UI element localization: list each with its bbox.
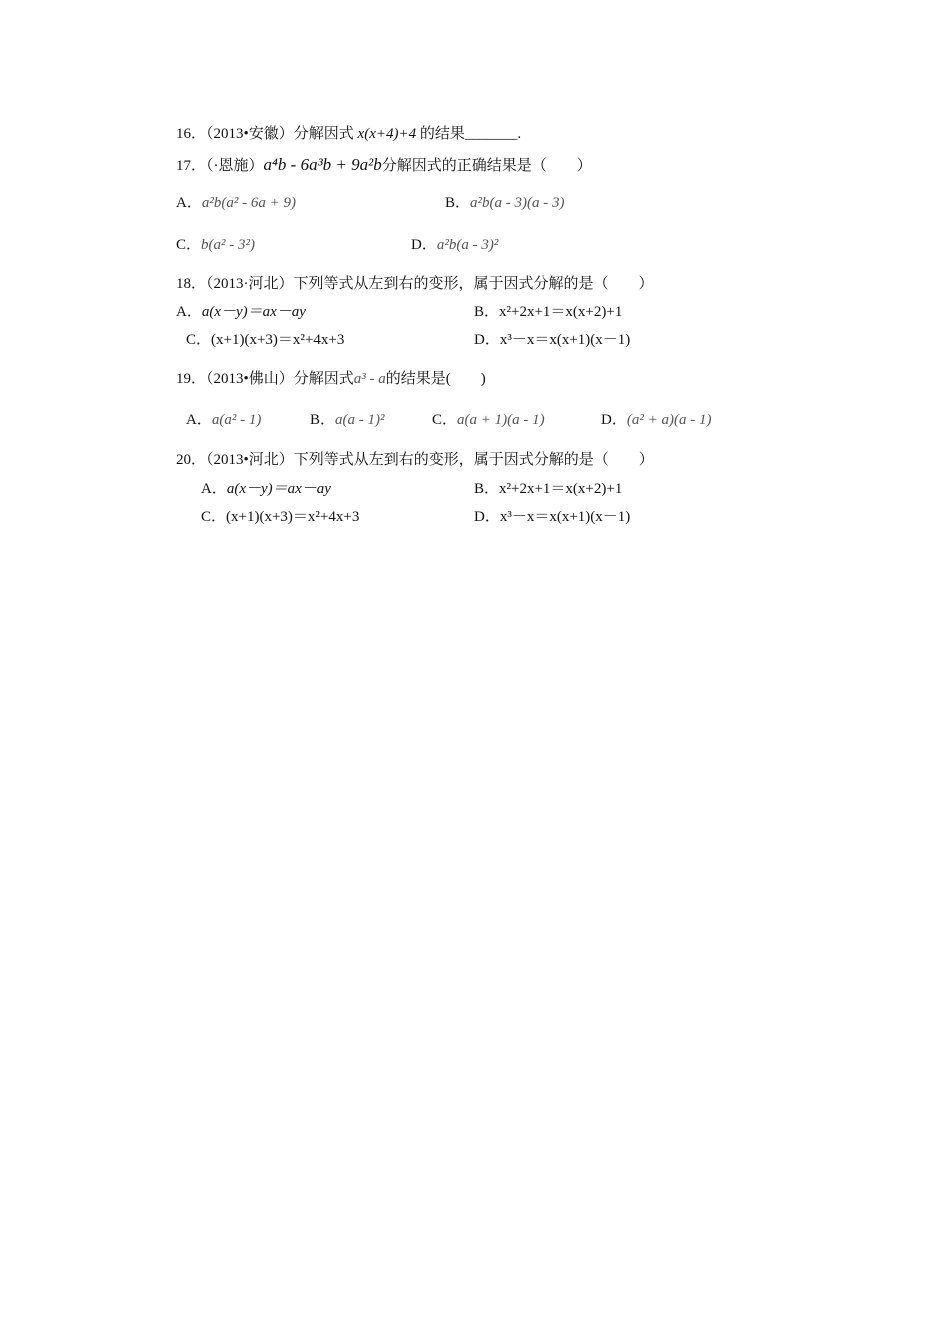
answer-blank: _______ bbox=[464, 126, 518, 142]
option-text: a(a - 1)² bbox=[335, 412, 385, 428]
question-end: . bbox=[517, 126, 522, 142]
question-20 bbox=[176, 450, 654, 470]
question-stem-tail: 分解因式的正确结果是（ ） bbox=[381, 158, 592, 174]
question-stem: 下列等式从左到右的变形，属于因式分解的是（ ） bbox=[293, 276, 654, 292]
option-text: (a² + a)(a - 1) bbox=[626, 412, 712, 428]
option-key: B． bbox=[474, 304, 500, 320]
option-text: a(a + 1)(a - 1) bbox=[457, 412, 545, 428]
option-d bbox=[474, 507, 630, 527]
option-b bbox=[474, 302, 622, 322]
option-text: x²+2x+1＝x(x+2)+1 bbox=[499, 481, 623, 497]
option-text: a²b(a² - 6a + 9) bbox=[201, 195, 296, 211]
option-b bbox=[445, 193, 564, 213]
option-text: x³－x＝x(x+1)(x－1) bbox=[499, 332, 631, 348]
option-text: x³－x＝x(x+1)(x－1) bbox=[499, 509, 631, 525]
option-key: C． bbox=[201, 509, 227, 525]
option-d bbox=[601, 410, 711, 430]
option-text: x²+2x+1＝x(x+2)+1 bbox=[499, 304, 623, 320]
option-key: D． bbox=[411, 237, 437, 253]
question-number: 18． bbox=[176, 276, 207, 292]
option-a bbox=[176, 193, 296, 213]
question-number: 20． bbox=[176, 452, 207, 468]
option-b bbox=[474, 479, 622, 499]
option-key: A． bbox=[176, 304, 202, 320]
question-source: （·恩施） bbox=[206, 158, 264, 174]
option-c bbox=[176, 235, 255, 255]
question-math: a³ - a bbox=[353, 371, 386, 387]
option-key: B． bbox=[310, 412, 336, 428]
question-19 bbox=[176, 369, 486, 389]
question-math: x(x+4)+4 bbox=[357, 126, 417, 142]
question-source: （2013•安徽） bbox=[206, 126, 294, 142]
question-number: 17． bbox=[176, 158, 207, 174]
question-stem: 下列等式从左到右的变形，属于因式分解的是（ ） bbox=[293, 452, 654, 468]
option-key: C． bbox=[432, 412, 458, 428]
option-a bbox=[186, 410, 261, 430]
question-math: a⁴b - 6a³b + 9a²b bbox=[263, 155, 382, 174]
question-source: （2013•佛山） bbox=[206, 371, 294, 387]
option-text: a(a² - 1) bbox=[211, 412, 262, 428]
question-number: 16． bbox=[176, 126, 207, 142]
question-source: （2013•河北） bbox=[206, 452, 294, 468]
option-d bbox=[474, 330, 630, 350]
option-key: D． bbox=[474, 332, 500, 348]
question-stem-lead: 分解因式 bbox=[293, 126, 358, 142]
option-text: a²b(a - 3)² bbox=[436, 237, 499, 253]
option-c bbox=[186, 330, 344, 350]
option-text: (x+1)(x+3)＝x²+4x+3 bbox=[211, 332, 345, 348]
question-stem-tail: 的结果 bbox=[416, 126, 465, 142]
question-number: 19． bbox=[176, 371, 207, 387]
option-key: B． bbox=[474, 481, 500, 497]
question-stem-lead: 分解因式 bbox=[293, 371, 354, 387]
question-stem-tail: 的结果是( ) bbox=[385, 371, 486, 387]
option-key: C． bbox=[186, 332, 212, 348]
option-key: C． bbox=[176, 237, 202, 253]
question-17 bbox=[176, 155, 592, 176]
option-key: B． bbox=[445, 195, 471, 211]
option-text: a(x－y)＝ax－ay bbox=[226, 481, 331, 497]
option-key: D． bbox=[474, 509, 500, 525]
option-a bbox=[201, 479, 331, 499]
option-b bbox=[310, 410, 385, 430]
option-a bbox=[176, 302, 306, 322]
question-18 bbox=[176, 274, 654, 294]
option-text: a²b(a - 3)(a - 3) bbox=[470, 195, 565, 211]
option-key: A． bbox=[186, 412, 212, 428]
question-16 bbox=[176, 124, 521, 144]
option-text: a(x－y)＝ax－ay bbox=[201, 304, 306, 320]
option-c bbox=[432, 410, 545, 430]
option-text: (x+1)(x+3)＝x²+4x+3 bbox=[226, 509, 360, 525]
option-c bbox=[201, 507, 359, 527]
option-key: D． bbox=[601, 412, 627, 428]
option-key: A． bbox=[176, 195, 202, 211]
option-d bbox=[411, 235, 498, 255]
option-key: A． bbox=[201, 481, 227, 497]
option-text: b(a² - 3²) bbox=[201, 237, 255, 253]
question-source: （2013·河北） bbox=[206, 276, 294, 292]
